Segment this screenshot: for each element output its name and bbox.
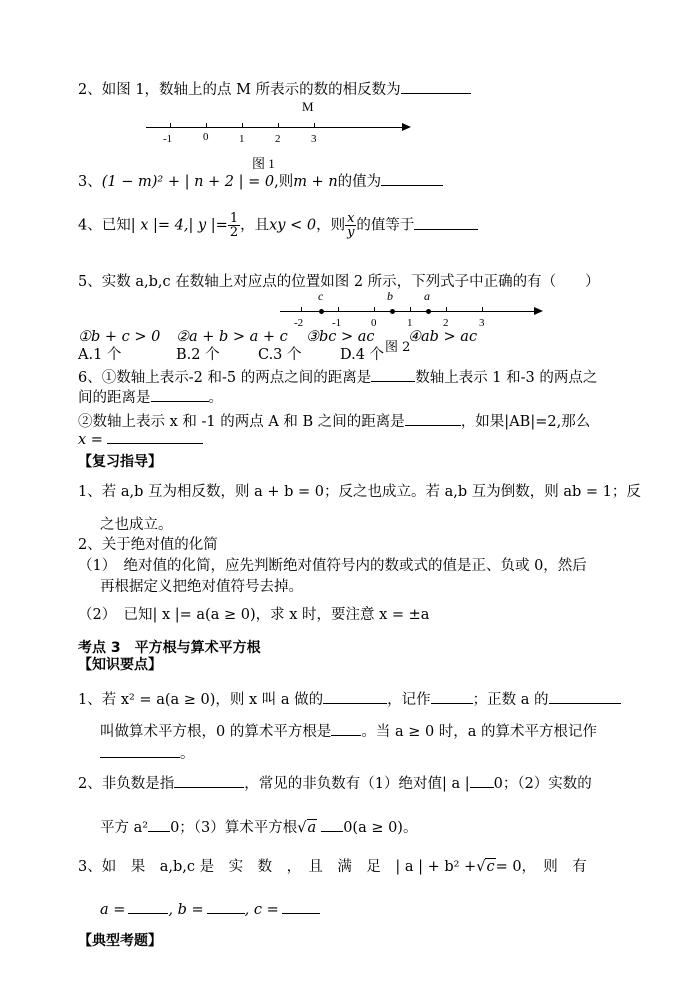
k6: [78, 858, 587, 876]
k1-blank-1[interactable]: [323, 690, 387, 704]
q4-fraction: [228, 212, 240, 239]
q6-line2-text: 间的距离是: [78, 390, 151, 406]
point-b-dot: [390, 309, 395, 314]
k6-sqrt: √c: [476, 859, 495, 875]
q6-line1a: 6、①数轴上表示-2 和-5 的两点之间的距离是: [78, 370, 372, 386]
q4-mid2: ，则: [316, 217, 346, 234]
q6-line1: [78, 368, 597, 387]
q6-line4-text: x =: [78, 432, 103, 448]
tick-label: 0: [203, 131, 209, 143]
point-c-label: c: [318, 289, 324, 303]
q6-line2-end: 。: [208, 390, 223, 406]
k1c: ；正数 a 的: [472, 692, 549, 708]
tick-label: 0: [371, 317, 377, 329]
k4b: ，常见的非负数有（1）绝对值| a |: [244, 776, 470, 792]
k7: [100, 900, 320, 919]
q4-suffix: 的值等于: [356, 217, 415, 234]
q2-stem: 2、如图 1，数轴上的点 M 所表示的数的相反数为: [78, 82, 401, 98]
q4-fnum: x: [347, 211, 355, 226]
tick: [338, 307, 339, 312]
point3-heading: 考点 3 平方根与算术平方根: [78, 640, 261, 656]
q6-line3a: ②数轴上表示 x 和 -1 的两点 A 和 B 之间的距离是: [78, 414, 405, 430]
k5-blank-2[interactable]: [321, 818, 343, 832]
q5-choice-c[interactable]: C.3 个: [258, 347, 302, 363]
k6b: = 0， 则 有: [495, 859, 587, 875]
k4-blank-1[interactable]: [174, 774, 244, 788]
q6-line3: [78, 412, 590, 431]
q3-prefix: 3、: [78, 174, 102, 190]
axis-arrow-2: [534, 307, 543, 315]
axis-arrow-1: [402, 123, 411, 131]
k4: [78, 774, 592, 793]
review-heading: 【复习指导】: [78, 454, 162, 470]
q6-line1b: 数轴上表示 1 和-3 的两点之: [415, 370, 598, 386]
q5-option-1: ①b + c > 0: [78, 329, 161, 345]
tick-label: 3: [479, 317, 485, 329]
review-p1a: 1、若 a,b 互为相反数，则 a + b = 0；反之也成立。若 a,b 互为倒数，则 ab = 1；反: [78, 484, 641, 500]
point-c-dot: [319, 309, 324, 314]
q6-blank-1[interactable]: [371, 368, 415, 382]
k2-blank[interactable]: [331, 722, 361, 736]
k1: [78, 690, 621, 709]
q5-option-4: ④ab > ac: [408, 329, 478, 345]
q6-line3b: ，如果|AB|=2,那么: [460, 414, 591, 430]
q5-options: [78, 328, 160, 346]
point-a-dot: [426, 309, 431, 314]
q4-text: [78, 212, 478, 239]
q4-mid: ，且: [240, 217, 270, 234]
tick: [314, 123, 315, 128]
k7b: , b =: [168, 902, 204, 918]
k5a: 平方 a²: [100, 820, 149, 836]
q3-text: [78, 172, 443, 191]
tick-label: 2: [275, 133, 281, 145]
k4a: 2、非负数是指: [78, 776, 175, 792]
tick: [482, 307, 483, 312]
q3-expr: m + n: [293, 174, 338, 190]
review-p3b: 再根据定义把绝对值符号去掉。: [100, 579, 303, 595]
k1-blank-3[interactable]: [549, 690, 621, 704]
k6a: 3、如 果 a,b,c 是 实 数 ， 且 满 足 | a | + b² +: [78, 859, 477, 875]
k7-blank-a[interactable]: [128, 900, 168, 914]
tick: [170, 123, 171, 128]
q4-formula: | x |= 4,| y |=: [130, 217, 228, 234]
point-m-label: M: [302, 99, 314, 114]
k5b: 0；（3）算术平方根: [170, 820, 298, 836]
q3-blank[interactable]: [381, 172, 443, 186]
tick-label: -1: [332, 317, 342, 329]
k2a: 叫做算术平方根，0 的算术平方根是: [100, 724, 332, 740]
k4c: 0；（2）实数的: [493, 776, 592, 792]
k2: [100, 722, 597, 741]
q5-choice-b[interactable]: B.2 个: [176, 347, 220, 363]
q2-blank[interactable]: [401, 80, 471, 94]
k5-blank-1[interactable]: [148, 818, 170, 832]
q5-option-3: ③bc > ac: [306, 329, 375, 345]
q3-mid: ,则: [274, 174, 294, 190]
q5-option-2: ②a + b > a + c: [176, 329, 288, 345]
q4-xy-fraction: [345, 212, 356, 239]
tick-label: -1: [163, 133, 173, 145]
q6-line2: [78, 388, 223, 407]
q6-blank-3[interactable]: [405, 412, 461, 426]
tick: [301, 307, 302, 312]
k1a: 1、若 x² = a(a ≥ 0)，则 x 叫 a 做的: [78, 692, 324, 708]
k3: [100, 744, 195, 763]
k1b: ，记作: [387, 692, 431, 708]
q3-suffix: 的值为: [337, 174, 382, 190]
k5c: 0(a ≥ 0)。: [343, 820, 418, 836]
review-p1b: 之也成立。: [100, 517, 173, 533]
q3-formula: (1 − m)² + | n + 2 | = 0: [101, 174, 275, 190]
tick-label: 3: [311, 133, 317, 145]
tick-label: -2: [294, 317, 304, 329]
tick: [374, 307, 375, 312]
k5-sqrt-arg: a: [307, 820, 317, 836]
tick-label: 1: [239, 133, 245, 145]
axis-line-1: [146, 127, 404, 128]
k5-sqrt: √a: [297, 820, 317, 836]
review-p3a: （1） 绝对值的化简，应先判断绝对值符号内的数或式的值是正、负或 0，然后: [78, 558, 587, 574]
q5-text: 5、实数 a,b,c 在数轴上对应点的位置如图 2 所示，下列式子中正确的有（ ）: [78, 274, 600, 290]
q4-den: 2: [229, 225, 239, 240]
k6-sqrt-arg: c: [486, 859, 495, 875]
k7a: a =: [100, 902, 126, 918]
typical-heading: 【典型考题】: [78, 933, 162, 949]
review-p2: 2、关于绝对值的化简: [78, 537, 218, 553]
q5-choice-d[interactable]: D.4 个: [340, 347, 385, 363]
q6-blank-4[interactable]: [107, 430, 203, 444]
k7-blank-c[interactable]: [282, 900, 320, 914]
tick: [206, 123, 207, 128]
q6-line4: [78, 430, 203, 449]
tick: [278, 123, 279, 128]
k3-end: 。: [180, 746, 195, 762]
q4-cond: xy < 0: [269, 217, 317, 234]
knowledge-heading: 【知识要点】: [78, 657, 162, 673]
k3-blank[interactable]: [100, 744, 180, 758]
q4-blank[interactable]: [414, 216, 478, 230]
tick: [410, 307, 411, 312]
figure-2-caption: 图 2: [385, 340, 411, 355]
point-a-label: a: [424, 289, 430, 303]
tick-label: 2: [443, 317, 449, 329]
k7-blank-b[interactable]: [207, 900, 245, 914]
k5: [100, 818, 417, 837]
k4-blank-2[interactable]: [470, 774, 494, 788]
q6-blank-2[interactable]: [151, 388, 209, 402]
q2-text: [78, 80, 471, 99]
k2b: 。当 a ≥ 0 时，a 的算术平方根记作: [361, 724, 598, 740]
tick-label: 1: [407, 317, 413, 329]
k1-blank-2[interactable]: [431, 690, 473, 704]
q5-choice-a[interactable]: A.1 个: [78, 347, 122, 363]
tick: [446, 307, 447, 312]
tick: [242, 123, 243, 128]
point-b-label: b: [387, 289, 393, 303]
q4-num: 1: [229, 211, 239, 226]
q4-prefix: 4、已知: [78, 217, 131, 234]
figure-1-caption: 图 1: [252, 156, 275, 171]
k7c: , c =: [244, 902, 279, 918]
review-p4: （2） 已知| x |= a(a ≥ 0)，求 x 时，要注意 x = ±a: [78, 607, 430, 623]
q4-fden: y: [347, 225, 355, 240]
